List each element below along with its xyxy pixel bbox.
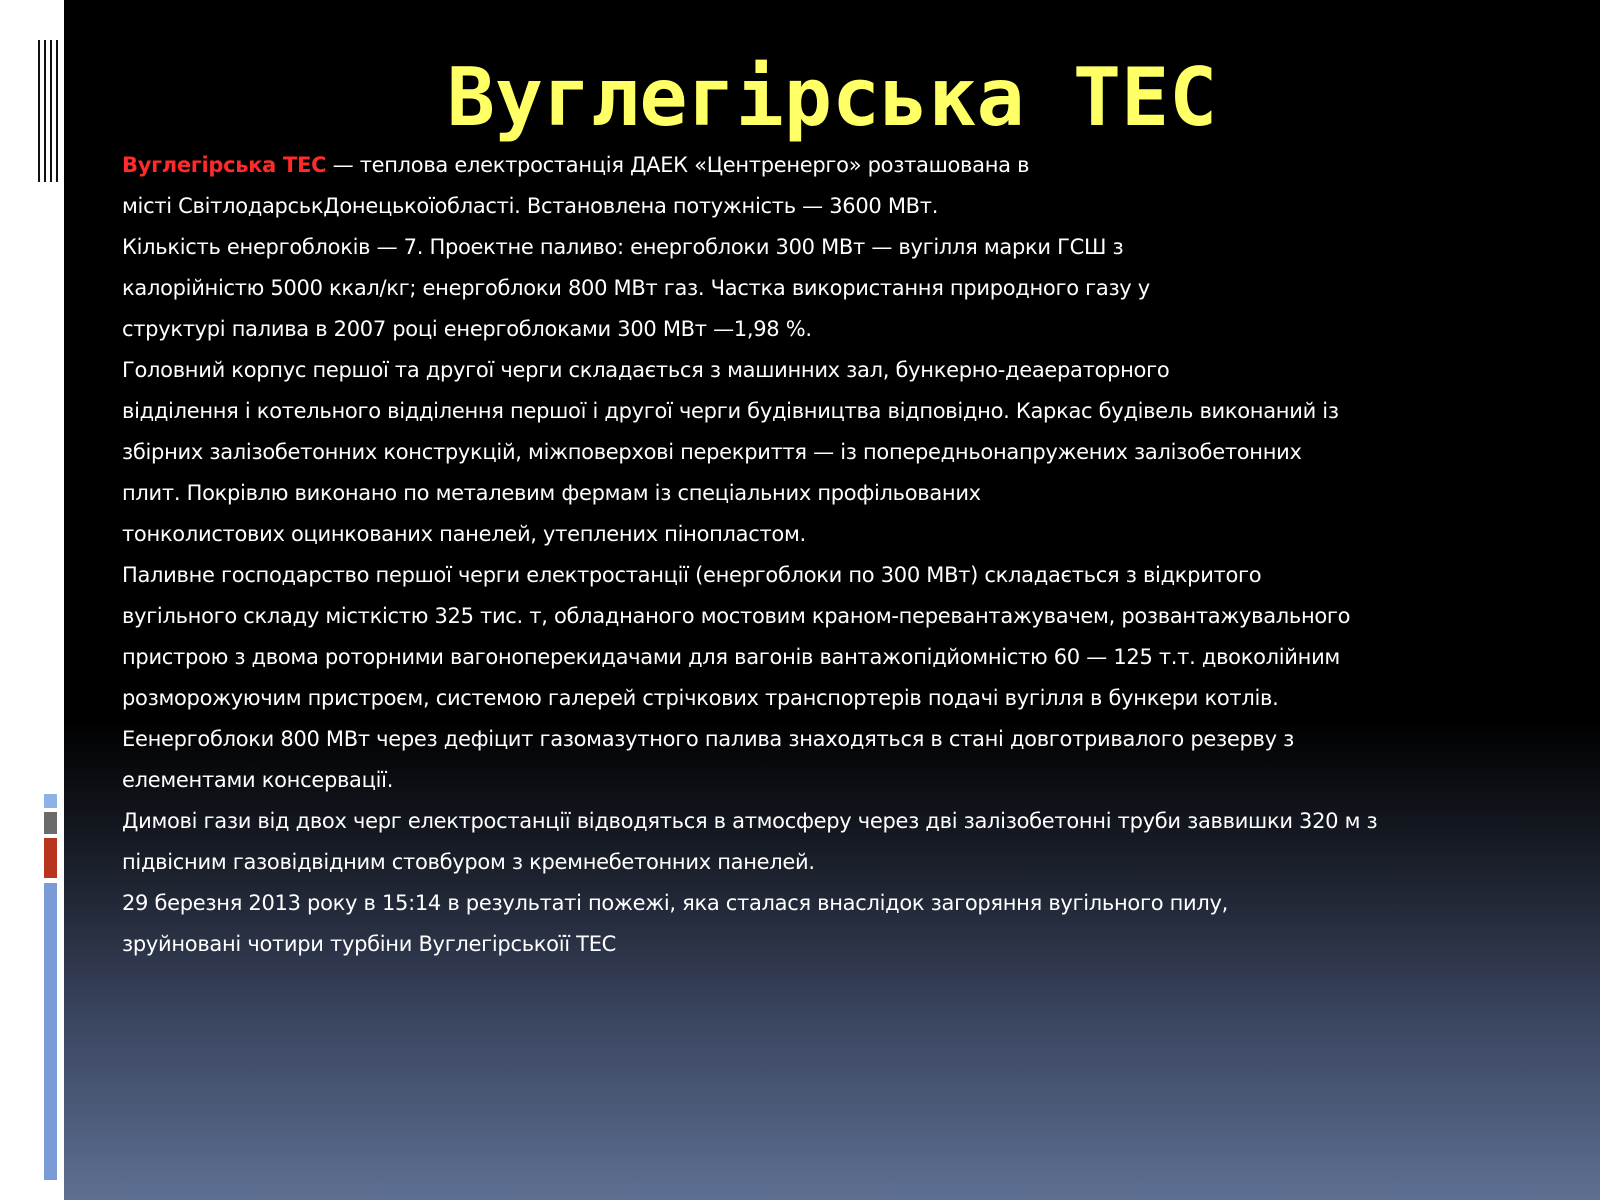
text-line: елементами консервації. bbox=[122, 768, 394, 792]
text-line-content: — теплова електростанція ДАЕК «Центренерго» розташована в bbox=[326, 153, 1030, 177]
slide-body-text bbox=[122, 145, 1562, 965]
decorative-bar-gray bbox=[44, 812, 57, 834]
text-line: збірних залізобетонних конструкцій, міжповерхові перекриття — із попередньонапружених залізобетонних bbox=[122, 440, 1302, 464]
text-line: Димові гази від двох черг електростанції відводяться в атмосферу через дві залізобетонні труби заввишки 320 м з bbox=[122, 809, 1378, 833]
lead-term: Вуглегірська ТЕС bbox=[122, 153, 327, 177]
text-line: відділення і котельного відділення першої і другої черги будівництва відповідно. Каркас будівель виконаний із bbox=[122, 399, 1339, 423]
decorative-bar-light-blue bbox=[44, 794, 57, 808]
text-line: Кількість енергоблоків — 7. Проектне паливо: енергоблоки 300 МВт — вугілля марки ГСШ з bbox=[122, 235, 1124, 259]
decorative-vertical-lines bbox=[38, 40, 62, 182]
text-line: підвісним газовідвідним стовбуром з кремнебетонних панелей. bbox=[122, 850, 815, 874]
text-line bbox=[122, 145, 1562, 186]
text-line: тонколистових оцинкованих панелей, утеплених пінопластом. bbox=[122, 522, 806, 546]
text-line: структурі палива в 2007 році енергоблоками 300 МВт —1,98 %. bbox=[122, 317, 812, 341]
left-white-strip bbox=[0, 0, 64, 1200]
text-line: Головний корпус першої та другої черги складається з машинних зал, бункерно-деаераторного bbox=[122, 358, 1170, 382]
text-line: зруйновані чотири турбіни Вуглегірськоїї ТЕС bbox=[122, 932, 617, 956]
text-line: 29 березня 2013 року в 15:14 в результаті пожежі, яка сталася внаслідок загоряння вугільного пилу, bbox=[122, 891, 1229, 915]
text-line: Еенергоблоки 800 МВт через дефіцит газомазутного палива знаходяться в стані довготривалого резерву з bbox=[122, 727, 1294, 751]
text-line: розморожуючим пристроєм, системою галерей стрічкових транспортерів подачі вугілля в бункери котлів. bbox=[122, 686, 1279, 710]
text-line: калорійністю 5000 ккал/кг; енергоблоки 800 МВт газ. Частка використання природного газу у bbox=[122, 276, 1150, 300]
decorative-bar-blue bbox=[44, 883, 57, 1180]
text-line: пристрою з двома роторними вагоноперекидачами для вагонів вантажопідйомністю 60 — 125 т.т. двоколійним bbox=[122, 645, 1340, 669]
slide-title: Вуглегірська ТЕС bbox=[446, 51, 1218, 144]
decorative-bar-red bbox=[44, 838, 57, 878]
text-line: Паливне господарство першої черги електростанції (енергоблоки по 300 МВт) складається з відкритого bbox=[122, 563, 1262, 587]
text-line: вугільного складу місткістю 325 тис. т, обладнаного мостовим краном-перевантажувачем, розвантажувального bbox=[122, 604, 1351, 628]
text-line: плит. Покрівлю виконано по металевим фермам із спеціальних профільованих bbox=[122, 481, 981, 505]
text-line: місті СвітлодарськДонецькоїобласті. Встановлена потужність — 3600 МВт. bbox=[122, 194, 939, 218]
